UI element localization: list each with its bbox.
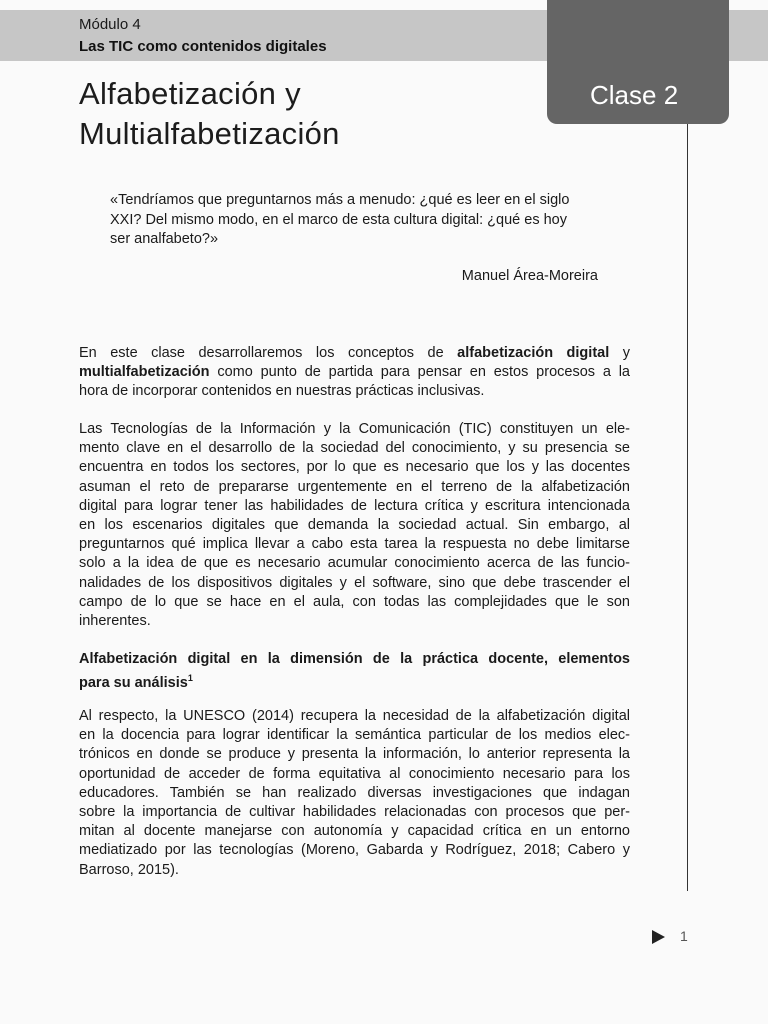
module-title: Las TIC como contenidos digitales [79,38,327,55]
intro-line-2 [79,363,630,382]
paragraph-line: asuman el reto de prepararse urgentemente en el terreno de la alfabetización [79,478,630,495]
footnote-marker[interactable]: 1 [187,673,193,684]
section-heading-line-2 [79,669,630,693]
paragraph-line: mediatizado por las tecnologías (Moreno, Gabarda y Rodríguez, 2018; Cabero y [79,842,630,859]
title-line-2: Multialfabetización [79,116,340,151]
title-line-1: Alfabetización y [79,76,301,111]
intro-text: En este clase desarrollaremos los conceptos de [79,345,458,361]
class-label: Clase 2 [590,80,679,110]
paragraph-line: nalidades de los dispositivos digitales y el software, sino que debe trascender el [79,574,630,591]
paragraph-line: mento clave en el desarrollo de la sociedad del conocimiento, y su presencia se [79,440,630,457]
paragraph-line: digital para lograr tener las habilidades de lectura crítica y escritura intencionada [79,497,630,514]
paragraph-line: solo a la idea de que es necesario acumular conocimiento acerca de las funcio- [79,555,630,572]
term-multialfabetizacion: multialfabetización [79,364,210,381]
intro-line-1 [79,344,630,363]
page-number: 1 [680,928,688,944]
intro-paragraph [79,344,630,402]
paragraph-line: Al respecto, la UNESCO (2014) recupera la necesidad de la alfabetización digital [79,708,630,724]
intro-line-3: hora de incorporar contenidos en nuestras prácticas inclusivas. [79,383,485,400]
paragraph-line: Las Tecnologías de la Información y la Comunicación (TIC) constituyen un ele- [79,421,630,437]
paragraph-line: mitan al docente manejarse con autonomía y capacidad crítica en un entorno [79,823,630,840]
module-label: Módulo 4 [79,16,141,33]
paragraph-line: preguntarnos qué implica llevar a cabo esta tarea la respuesta no debe limitarse [79,536,630,553]
paragraph-line: encuentra en todos los sectores, por lo que es necesario que los y las docentes [79,459,630,476]
intro-text: como punto de partida para pensar en estos procesos a la [209,364,630,381]
quote-line-1: «Tendríamos que preguntarnos más a menudo: ¿qué es leer en el siglo [110,192,570,208]
section-heading [79,650,630,693]
quote-line-2: XXI? Del mismo modo, en el marco de esta cultura digital: ¿qué es hoy [110,211,567,228]
quote-author: Manuel Área-Moreira [461,268,598,284]
paragraph-line: en la docencia para lograr identificar la semántica particular de los medios elec- [79,727,630,744]
epigraph-quote [110,191,600,250]
margin-rule [687,124,688,891]
intro-text: y [609,345,630,361]
section-heading-line-1: Alfabetización digital en la dimensión de la práctica docente, elementos [79,651,630,667]
quote-line-3: ser analfabeto?» [110,231,219,247]
term-alfabetizacion-digital: alfabetización digital [457,345,610,361]
paragraph-line: sobre la importancia de cultivar habilidades relacionadas con procesos que per- [79,804,630,821]
paragraph-tic [79,420,630,631]
paragraph-line: inherentes. [79,613,151,630]
section-heading-text: para su análisis [79,675,188,692]
page-title [79,74,539,154]
paragraph-line: trónicos en donde se produce y presenta la información, lo anterior representa la [79,746,630,763]
play-arrow-icon[interactable] [652,930,665,944]
paragraph-line: campo de lo que se hace en el aula, con todas las complejidades que le son [79,593,630,610]
paragraph-line: educadores. También se han realizado diversas investigaciones que indagan [79,784,630,801]
paragraph-unesco [79,707,630,880]
paragraph-line: oportunidad de acceder de forma equitativa al conocimiento necesario para los [79,765,630,782]
paragraph-line: en los escenarios digitales que demanda la sociedad actual. Sin embargo, al [79,517,630,534]
paragraph-line: Barroso, 2015). [79,861,179,878]
